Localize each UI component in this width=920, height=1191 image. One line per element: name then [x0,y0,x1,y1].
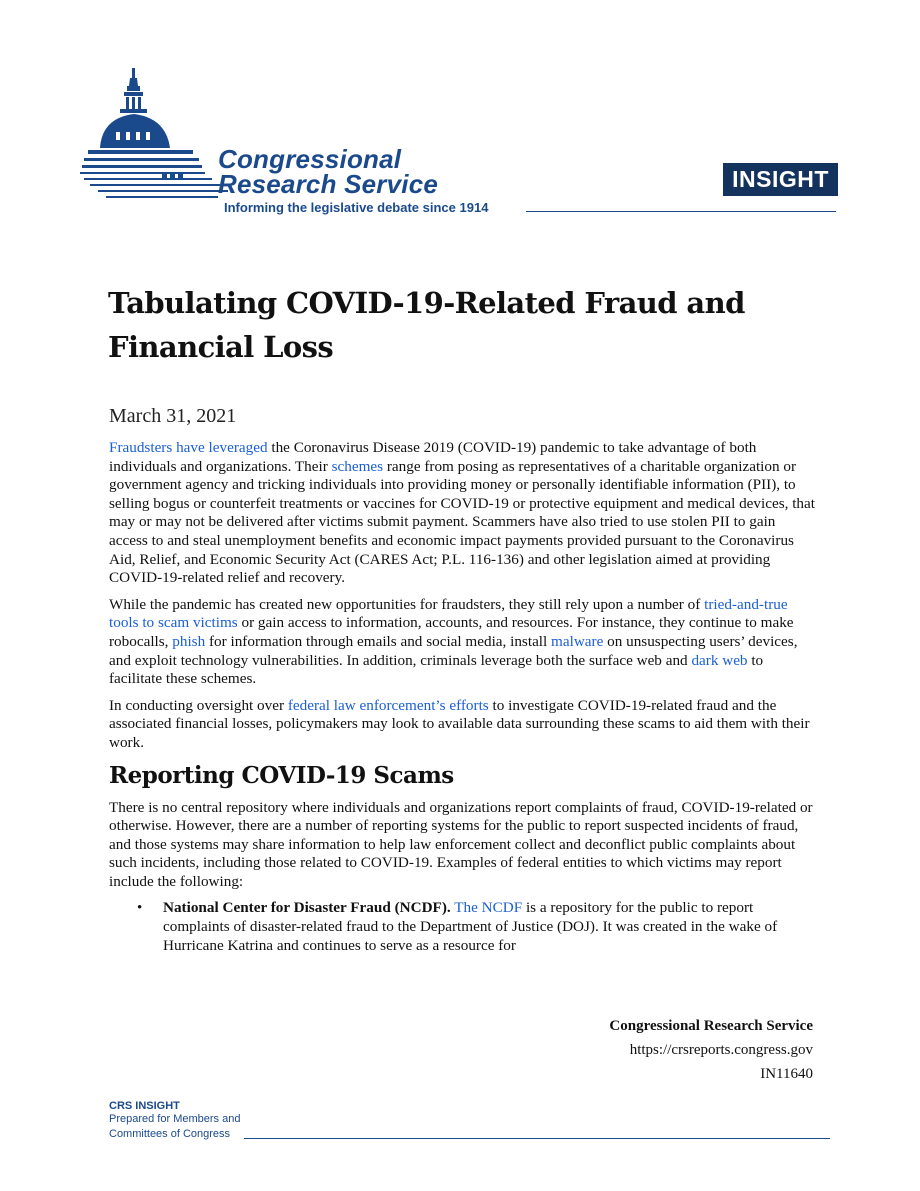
document-body [109,439,817,955]
bullet-text: is a repository for the public to report complaints of disaster-related fraud to the Department of Justice (DOJ). It was created in the wake of Hurricane Katrina and continues to serve as a resource for [163,899,778,954]
capitol-dome-logo [80,66,230,216]
text-run: or gain access to information, accounts, and resources. For instance, they continue to make robocalls, [109,614,794,650]
bullet-term: National Center for Disaster Fraud (NCDF). [163,899,451,917]
text-run: In conducting oversight over [109,696,288,714]
text-run: for information through emails and social media, install [205,632,552,650]
footer-label: CRS INSIGHT [109,1100,180,1112]
footer-org: Congressional Research Service [609,1018,813,1034]
footer-sub2: Committees of Congress [109,1128,231,1140]
link-phish[interactable]: phish [172,632,206,650]
text-run: to investigate COVID-19-related fraud and the associated financial losses, policymakers may look to available data surrounding these scams to aid them with their work. [109,696,810,751]
body-paragraph [109,439,817,588]
publication-date: March 31, 2021 [109,405,237,427]
header-divider [526,211,836,212]
text-run: range from posing as representatives of a charitable organization or government agency and tricking individuals into providing money or personally identifiable information (PII), to selling bogus or counterfeit treatments or vaccines for COVID-19 or protective equipment and medical devices, that may or may not be delivered after victims submit payment. Scammers have also tried to use stolen PII to gain access to and steal unemployment benefits and economic impact payments provided pursuant to the Coronavirus Aid, Relief, and Economic Security Act (CARES Act; P.L. 116-136) and other legislation aimed at providing COVID-19-related relief and recovery. [109,457,815,587]
link-tried-and-true-tools[interactable]: tried-and-true tools to scam victims [109,595,788,632]
text-run: to facilitate these schemes. [109,651,764,688]
report-id: IN11640 [760,1066,813,1082]
brand-tagline: Informing the legislative debate since 1914 [224,200,489,215]
link-malware[interactable]: malware [551,632,604,650]
link-dark-web[interactable]: dark web [691,651,748,669]
text-run: the Coronavirus Disease 2019 (COVID-19) pandemic to take advantage of both individuals and organizations. Their [109,439,757,475]
link-fraudsters-leveraged[interactable]: Fraudsters have leveraged [109,439,268,456]
section-paragraph: There is no central repository where individuals and organizations report complaints of fraud, COVID-19-related or otherwise. However, there are a number of reporting systems for the public to report suspected incidents of fraud, and those systems may share information to help law enforcement collect and deconflict public complaints about such incidents, including those related to COVID-19. Examples of federal entities to which victims may report include the following: [109,798,813,890]
link-schemes[interactable]: schemes [331,457,384,475]
page-title: Tabulating COVID-19-Related Fraud and Financial Loss [108,286,745,364]
brand-name-line2: Research Service [218,169,439,199]
footer-url[interactable]: https://crsreports.congress.gov [629,1042,813,1058]
link-federal-law-enforcement-efforts[interactable]: federal law enforcement’s efforts [287,696,489,714]
footer-divider [244,1138,830,1139]
footer-sub1: Prepared for Members and [109,1113,241,1125]
list-item [137,899,817,955]
insight-badge: INSIGHT [723,163,838,196]
text-run: on unsuspecting users’ devices, and exploit technology vulnerabilities. In addition, criminals leverage both the surface web and [109,632,798,669]
body-paragraph [109,596,817,689]
brand-name-line1: Congressional [218,144,402,174]
bullet-icon: • [137,900,143,917]
link-the-ncdf[interactable]: The NCDF [454,899,523,917]
body-paragraph [109,697,817,753]
footer-attribution [609,1014,813,1086]
text-run: While the pandemic has created new opportunities for fraudsters, they still rely upon a number of [109,595,705,613]
crs-insight-footer [109,1100,240,1142]
section-heading: Reporting COVID-19 Scams [109,761,454,789]
